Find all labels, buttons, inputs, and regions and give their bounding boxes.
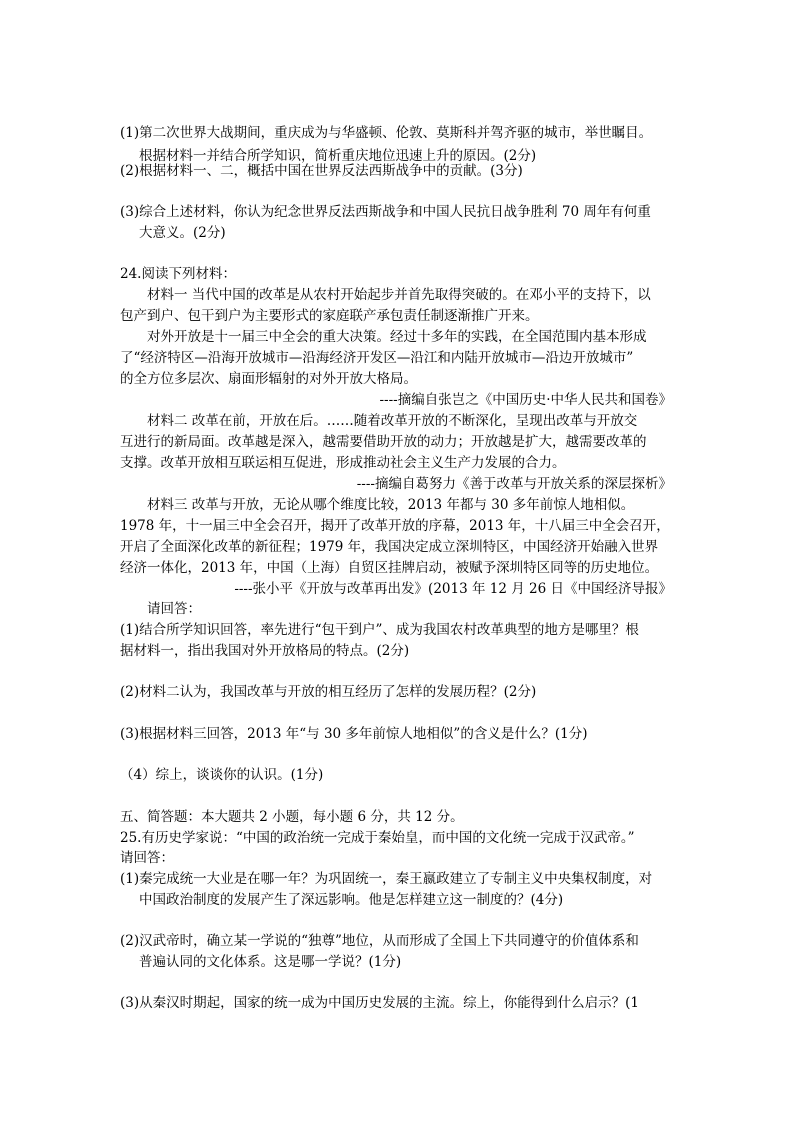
q24-m3-line3: 开启了全面深化改革的新征程；1979 年，我国决定成立深圳特区，中国经济开始融入世界 xyxy=(120,539,659,555)
q24-sub1-line1: (1)结合所学知识回答，率先进行“包干到户”、成为我国农村改革典型的地方是哪里？根 xyxy=(120,622,639,638)
q24-m2-source: ----摘编自葛努力《善于改革与开放关系的深层探析》 xyxy=(356,476,672,492)
q24-m1-line2: 包产到户、包干到户为主要形式的家庭联产承包责任制逐渐推广开来。 xyxy=(120,308,539,324)
q24-m3-line4: 经济一体化，2013 年，中国（上海）自贸区挂牌启动，被赋予深圳特区同等的历史地位。 xyxy=(120,560,659,576)
q24-m3-line1: 材料三 改革与开放，无论从哪个维度比较，2013 年都与 30 多年前惊人地相似。 xyxy=(147,497,635,513)
q24-sub1-line2: 据材料一，指出我国对外开放格局的特点。(2分) xyxy=(120,643,410,659)
q24-m1-source: ----摘编自张岂之《中国历史·中华人民共和国卷》 xyxy=(379,392,672,408)
section5-heading: 五、简答题：本大题共 2 小题，每小题 6 分，共 12 分。 xyxy=(120,809,464,825)
q24-m1-line1: 材料一 当代中国的改革是从农村开始起步并首先取得突破的。在邓小平的支持下，以 xyxy=(147,287,651,303)
q24-heading: 24.阅读下列材料： xyxy=(120,266,236,282)
q24-m3-line2: 1978 年，十一届三中全会召开，揭开了改革开放的序幕，2013 年，十八届三中全会召开， xyxy=(120,518,670,534)
q24-m2-line2: 互进行的新局面。改革越是深入，越需要借助开放的动力；开放越是扩大，越需要改革的 xyxy=(120,434,647,450)
q24-m1-line3: 对外开放是十一届三中全会的重大决策。经过十多年的实践，在全国范围内基本形成 xyxy=(147,329,647,345)
q25-stem: 25.有历史学家说：“中国的政治统一完成于秦始皇，而中国的文化统一完成于汉武帝。” xyxy=(120,830,635,846)
q24-m1-line5: 的全方位多层次、扇面形辐射的对外开放大格局。 xyxy=(120,371,417,387)
q25-prompt: 请回答： xyxy=(120,850,174,866)
q25-sub3: (3)从秦汉时期起，国家的统一成为中国历史发展的主流。综上，你能得到什么启示？(1 xyxy=(120,995,639,1011)
q25-sub2-line1: (2)汉武帝时，确立某一学说的“独尊”地位，从而形成了全国上下共同遵守的价值体系和 xyxy=(120,933,639,949)
q24-sub2: (2)材料二认为，我国改革与开放的相互经历了怎样的发展历程？(2分) xyxy=(120,684,537,700)
q24-m1-line4: 了“经济特区—沿海开放城市—沿海经济开发区—沿江和内陆开放城市—沿边开放城市” xyxy=(120,350,634,366)
q23-sub3-line2: 大意义。(2分) xyxy=(139,225,226,241)
q25-sub1-line2: 中国政治制度的发展产生了深远影响。他是怎样建立这一制度的？(4分) xyxy=(139,892,564,908)
q23-sub1-line2: 根据材料一并结合所学知识，简析重庆地位迅速上升的原因。(2分) xyxy=(139,148,537,164)
q24-m2-line3: 支撑。改革开放相互联运相互促进，形成推动社会主义生产力发展的合力。 xyxy=(120,455,566,471)
q24-sub3: (3)根据材料三回答，2013 年“与 30 多年前惊人地相似”的含义是什么？(1分) xyxy=(120,726,588,742)
q24-prompt: 请回答： xyxy=(147,601,201,617)
q25-sub1-line1: (1)秦完成统一大业是在哪一年？为巩固统一，秦王嬴政建立了专制主义中央集权制度，对 xyxy=(120,871,653,887)
q25-sub2-line2: 普遍认同的文化体系。这是哪一学说？(1分) xyxy=(139,954,402,970)
q23-sub2: (2)根据材料一、二，概括中国在世界反法西斯战争中的贡献。(3分) xyxy=(120,163,523,179)
q24-m3-source: ----张小平《开放与改革再出发》(2013 年 12 月 26 日《中国经济导报》 xyxy=(234,581,672,597)
q23-sub1-line1: (1)第二次世界大战期间，重庆成为与华盛顿、伦敦、莫斯科并驾齐驱的城市，举世瞩目。 xyxy=(120,125,653,141)
q24-m2-line1: 材料二 改革在前，开放在后。……随着改革开放的不断深化，呈现出改革与开放交 xyxy=(147,413,638,429)
q23-sub3-line1: (3)综合上述材料，你认为纪念世界反法西斯战争和中国人民抗日战争胜利 70 周年有何重 xyxy=(120,204,651,220)
q24-sub4: （4）综上，谈谈你的认识。(1分) xyxy=(120,767,324,783)
